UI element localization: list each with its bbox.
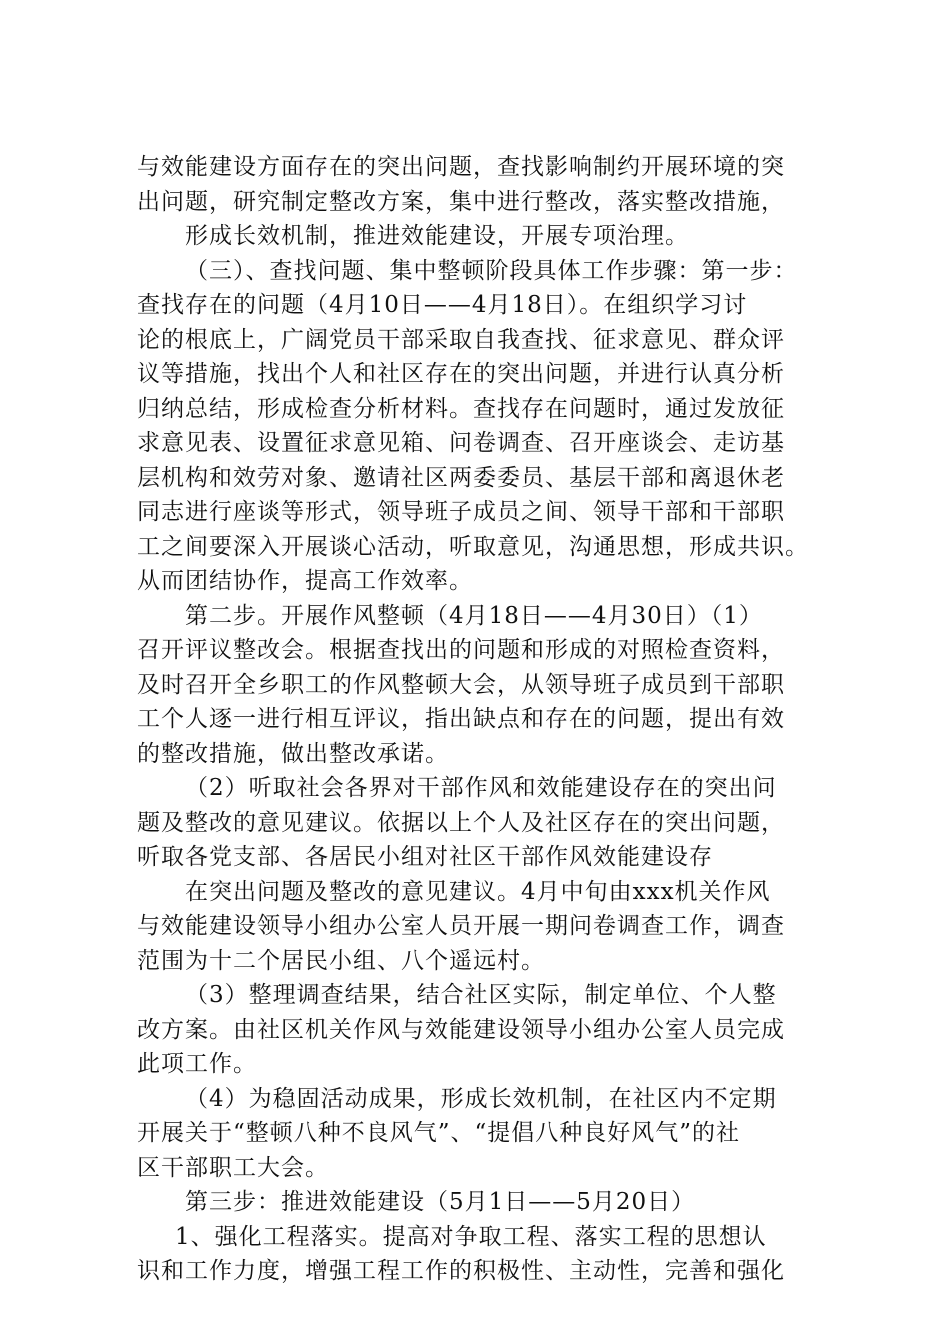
text-line: 层机构和效劳对象、邀请社区两委委员、基层干部和离退休老 — [137, 464, 785, 491]
document-body — [137, 150, 837, 1289]
text-line: 归纳总结，形成检查分析材料。查找存在问题时，通过发放征 — [137, 395, 785, 422]
text-line: 工个人逐一进行相互评议，指出缺点和存在的问题，提出有效 — [137, 706, 785, 732]
text-line: （3）整理调查结果，结合社区实际，制定单位、个人整 — [185, 982, 777, 1008]
text-line: 1、强化工程落实。提高对争取工程、落实工程的思想认 — [175, 1223, 767, 1250]
text-line: （2）听取社会各界对干部作风和效能建设存在的突出问 — [185, 775, 777, 801]
text-line: 在突出问题及整改的意见建议。4月中旬由xxx机关作风 — [185, 878, 771, 905]
text-line: 同志进行座谈等形式，领导班子成员之间、领导干部和干部职 — [137, 499, 785, 525]
text-line: 工之间要深入开展谈心活动，听取意见，沟通思想，形成共识。 — [137, 533, 809, 560]
text-line: （三）、查找问题、集中整顿阶段具体工作步骤：第一步： — [185, 257, 798, 284]
text-line: 查找存在的问题（4月10日——4月18日）。在组织学习讨 — [137, 292, 748, 318]
text-line: 的整改措施，做出整改承诺。 — [137, 740, 449, 767]
text-line: （4）为稳固活动成果，形成长效机制，在社区内不定期 — [185, 1085, 777, 1112]
text-line: 范围为十二个居民小组、八个遥远村。 — [137, 947, 545, 974]
text-line: 及时召开全乡职工的作风整顿大会，从领导班子成员到干部职 — [137, 671, 785, 698]
text-line: 形成长效机制，推进效能建设，开展专项治理。 — [185, 223, 689, 249]
text-line: 第二步。开展作风整顿（4月18日——4月30日）（1） — [185, 602, 763, 629]
text-line: 论的根底上，广阔党员干部采取自我查找、征求意见、群众评 — [137, 326, 785, 353]
text-line: 召开评议整改会。根据查找出的问题和形成的对照检查资料， — [137, 637, 785, 663]
text-line: 听取各党支部、各居民小组对社区干部作风效能建设存 — [137, 844, 713, 870]
text-line: 出问题，研究制定整改方案，集中进行整改，落实整改措施， — [137, 188, 785, 215]
text-line: 与效能建设方面存在的突出问题，查找影响制约开展环境的突 — [137, 154, 785, 180]
text-line: 识和工作力度，增强工程工作的积极性、主动性，完善和强化 — [137, 1258, 785, 1284]
text-line: 开展关于“整顿八种不良风气”、“提倡八种良好风气”的社 — [137, 1120, 741, 1146]
text-line: 此项工作。 — [137, 1051, 257, 1077]
text-line: 改方案。由社区机关作风与效能建设领导小组办公室人员完成 — [137, 1016, 785, 1043]
text-line: 与效能建设领导小组办公室人员开展一期问卷调查工作，调查 — [137, 913, 785, 939]
text-line: 区干部职工大会。 — [137, 1154, 329, 1181]
text-line: 议等措施，找出个人和社区存在的突出问题，并进行认真分析 — [137, 361, 785, 387]
text-line: 题及整改的意见建议。依据以上个人及社区存在的突出问题， — [137, 809, 785, 836]
text-line: 求意见表、设置征求意见箱、问卷调查、召开座谈会、走访基 — [137, 430, 785, 456]
text-line: 第三步：推进效能建设（5月1日——5月20日） — [185, 1189, 696, 1215]
text-line: 从而团结协作，提高工作效率。 — [137, 568, 473, 594]
